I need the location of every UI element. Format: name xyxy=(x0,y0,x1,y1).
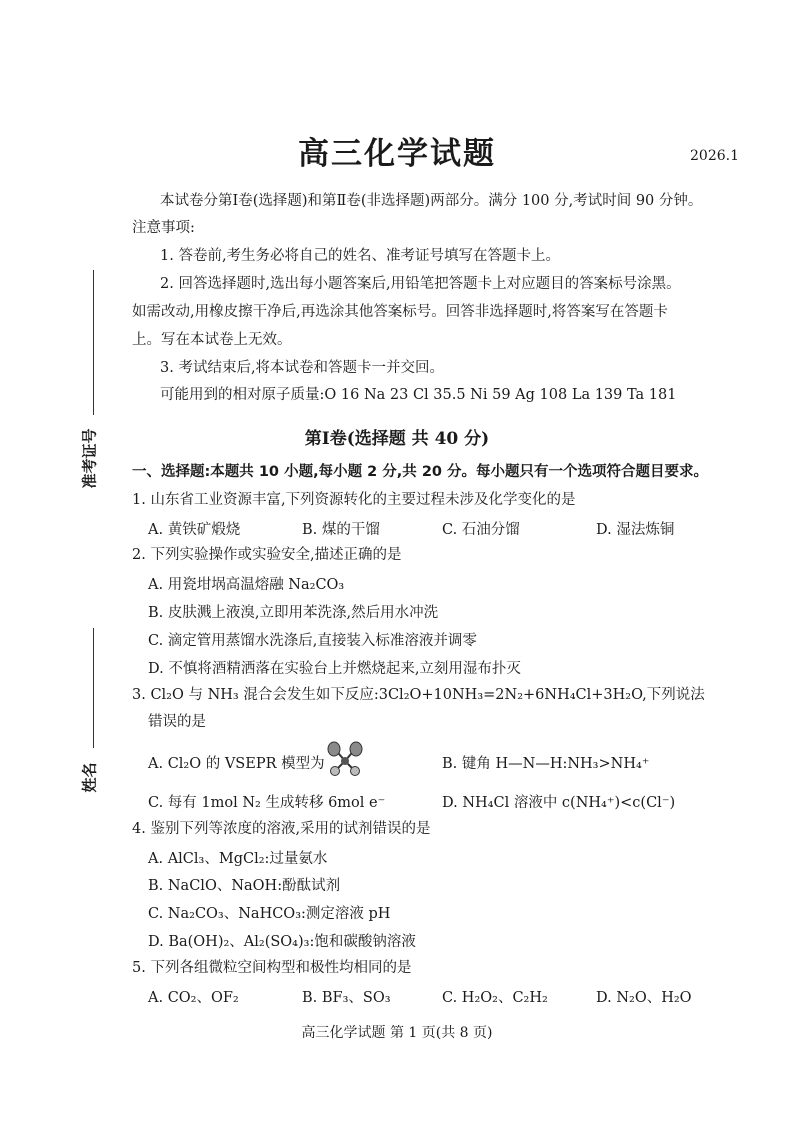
question-1-option-a: A. 黄铁矿煅烧 xyxy=(148,522,241,538)
binding-line-top xyxy=(93,270,94,415)
vsepr-model-diagram xyxy=(325,741,365,777)
question-2-stem: 2. 下列实验操作或实验安全,描述正确的是 xyxy=(132,547,402,563)
exam-id-label: 准考证号 xyxy=(80,428,99,489)
section-instruction: 一、选择题:本题共 10 小题,每小题 2 分,共 20 分。每小题只有一个选项符合题目要求。 xyxy=(132,464,709,480)
notice-item-3: 3. 考试结束后,将本试卷和答题卡一并交回。 xyxy=(160,360,445,376)
question-1-option-d: D. 湿法炼铜 xyxy=(596,522,675,538)
question-5-option-b: B. BF₃、SO₃ xyxy=(302,990,391,1006)
question-5-option-a: A. CO₂、OF₂ xyxy=(148,990,239,1006)
question-5-option-c: C. H₂O₂、C₂H₂ xyxy=(442,990,548,1006)
question-2-option-b: B. 皮肤溅上液溴,立即用苯洗涤,然后用水冲洗 xyxy=(148,605,439,621)
question-3-stem-line-1: 3. Cl₂O 与 NH₃ 混合会发生如下反应:3Cl₂O+10NH₃=2N₂+6NH₄Cl+3H₂O,下列说法 xyxy=(132,687,705,703)
question-4-option-c: C. Na₂CO₃、NaHCO₃:测定溶液 pH xyxy=(148,906,391,922)
question-3-option-b: B. 键角 H—N—H:NH₃>NH₄⁺ xyxy=(442,756,650,772)
question-5-option-d: D. N₂O、H₂O xyxy=(596,990,692,1006)
notice-item-1: 1. 答卷前,考生务必将自己的姓名、准考证号填写在答题卡上。 xyxy=(160,248,561,264)
question-3-option-d: D. NH₄Cl 溶液中 c(NH₄⁺)<c(Cl⁻) xyxy=(442,795,676,811)
question-3-stem-line-2: 错误的是 xyxy=(148,714,206,730)
question-4-stem: 4. 鉴别下列等浓度的溶液,采用的试剂错误的是 xyxy=(132,821,431,837)
section-title: 第Ⅰ卷(选择题 共 40 分) xyxy=(304,429,490,449)
question-2-option-d: D. 不慎将酒精洒落在实验台上并燃烧起来,立刻用湿布扑灭 xyxy=(148,661,521,677)
atomic-masses: 可能用到的相对原子质量:O 16 Na 23 Cl 35.5 Ni 59 Ag 108 La 139 Ta 181 xyxy=(160,387,677,403)
question-4-option-b: B. NaClO、NaOH:酚酞试剂 xyxy=(148,878,341,894)
question-3-option-a: A. Cl₂O 的 VSEPR 模型为 xyxy=(148,756,325,772)
page-title: 高三化学试题 xyxy=(298,136,496,172)
binding-line-middle xyxy=(93,628,94,748)
intro-line: 本试卷分第Ⅰ卷(选择题)和第Ⅱ卷(非选择题)两部分。满分 100 分,考试时间 90 分钟。 xyxy=(160,193,703,209)
question-3-option-c: C. 每有 1mol N₂ 生成转移 6mol e⁻ xyxy=(148,795,386,811)
page-footer: 高三化学试题 第 1 页(共 8 页) xyxy=(301,1025,493,1041)
question-4-option-a: A. AlCl₃、MgCl₂:过量氨水 xyxy=(148,851,328,867)
exam-date: 2026.1 xyxy=(690,148,739,164)
question-5-stem: 5. 下列各组微粒空间构型和极性均相同的是 xyxy=(132,960,412,976)
notice-heading: 注意事项: xyxy=(132,220,195,236)
name-label: 姓名 xyxy=(80,762,99,793)
question-2-option-c: C. 滴定管用蒸馏水洗涤后,直接装入标准溶液并调零 xyxy=(148,633,477,649)
question-1-stem: 1. 山东省工业资源丰富,下列资源转化的主要过程未涉及化学变化的是 xyxy=(132,492,576,508)
notice-item-2-line-1: 2. 回答选择题时,选出每小题答案后,用铅笔把答题卡上对应题目的答案标号涂黑。 xyxy=(160,276,681,292)
notice-item-2-line-2: 如需改动,用橡皮擦干净后,再选涂其他答案标号。回答非选择题时,将答案写在答题卡 xyxy=(132,304,668,320)
question-2-option-a: A. 用瓷坩埚高温熔融 Na₂CO₃ xyxy=(148,577,345,593)
notice-item-2-line-3: 上。写在本试卷上无效。 xyxy=(132,332,292,348)
question-4-option-d: D. Ba(OH)₂、Al₂(SO₄)₃:饱和碳酸钠溶液 xyxy=(148,934,416,950)
question-1-option-c: C. 石油分馏 xyxy=(442,522,520,538)
question-1-option-b: B. 煤的干馏 xyxy=(302,522,380,538)
